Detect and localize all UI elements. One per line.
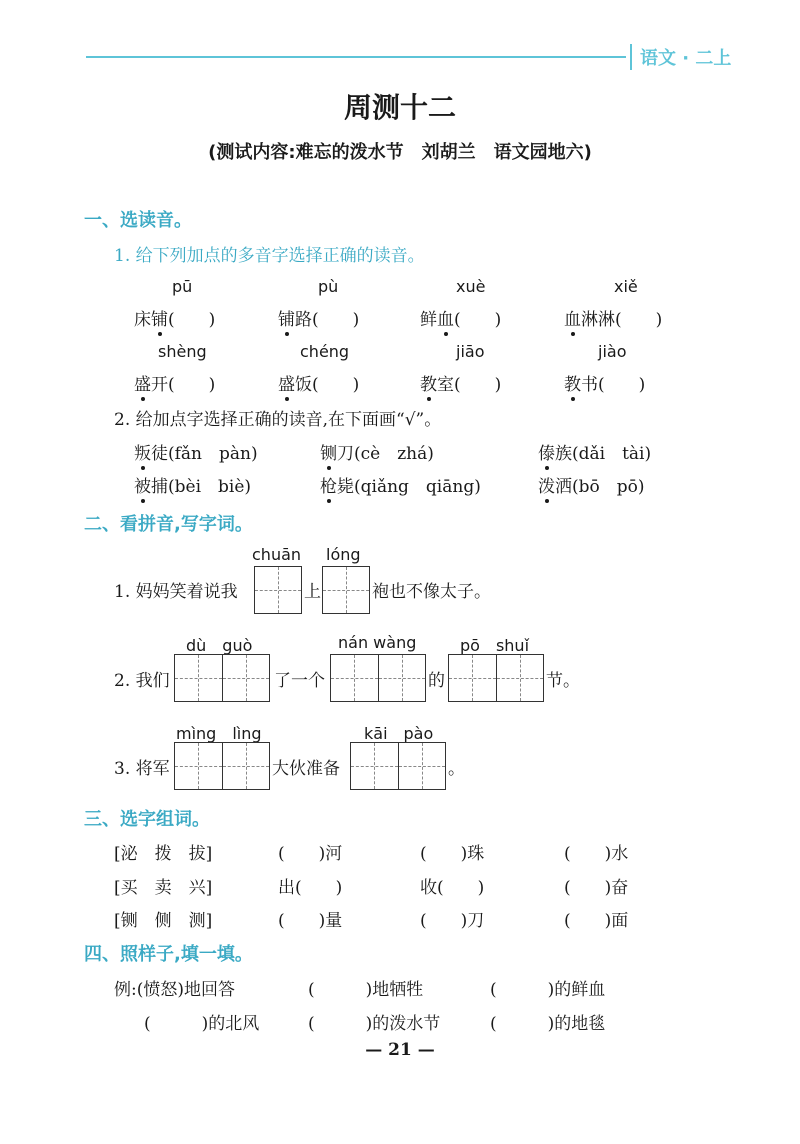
- fill-blank[interactable]: ( )河: [278, 844, 343, 864]
- pinyin: pō shuǐ: [460, 636, 530, 655]
- dotted-char: 血: [437, 305, 454, 330]
- word-item: 被捕(bèi biè): [134, 472, 251, 497]
- pinyin: pù: [318, 277, 339, 296]
- section-3-title: 三、选字组词。: [84, 809, 210, 830]
- page-number: — 21 —: [365, 1040, 435, 1060]
- word-item: 枪毙(qiǎng qiāng): [320, 472, 481, 497]
- dotted-char: 教: [564, 370, 581, 395]
- dotted-char: 教: [420, 370, 437, 395]
- writing-grid[interactable]: [322, 566, 370, 614]
- header-label: 语文 · 二上: [640, 48, 732, 69]
- fill-blank[interactable]: ( )刀: [420, 911, 485, 931]
- sentence-text: 袍也不像太子。: [372, 582, 491, 602]
- sentence-text: 。: [448, 759, 465, 779]
- word-item: 盛开( ): [134, 370, 215, 395]
- question-1-1: 1. 给下列加点的多音字选择正确的读音。: [114, 246, 425, 266]
- dotted-char: 铺: [278, 305, 295, 330]
- char-options: [铡 侧 测]: [114, 911, 213, 931]
- fill-blank[interactable]: ( )的地毯: [490, 1014, 606, 1034]
- page-subtitle: (测试内容:难忘的泼水节 刘胡兰 语文园地六): [208, 142, 592, 163]
- section-4-title: 四、照样子,填一填。: [84, 944, 253, 965]
- fill-blank[interactable]: ( )的鲜血: [490, 980, 606, 1000]
- pinyin: nán wàng: [338, 633, 417, 652]
- word-item: 床铺( ): [134, 305, 215, 330]
- dotted-char: 傣: [538, 439, 555, 464]
- fill-blank[interactable]: ( )面: [564, 911, 629, 931]
- word-item: 盛饭( ): [278, 370, 359, 395]
- sentence-text: 1. 妈妈笑着说我: [114, 582, 238, 602]
- dotted-char: 盛: [278, 370, 295, 395]
- pinyin: dù guò: [186, 636, 253, 655]
- word-item: 教室( ): [420, 370, 501, 395]
- word-item: 泼洒(bō pō): [538, 472, 645, 497]
- pinyin: mìng lìng: [176, 724, 262, 743]
- pinyin: lóng: [326, 545, 361, 564]
- section-1-title: 一、选读音。: [84, 210, 192, 231]
- page-title: 周测十二: [343, 91, 456, 124]
- writing-grid[interactable]: [174, 654, 270, 702]
- pinyin: shèng: [158, 342, 207, 361]
- pinyin: chéng: [300, 342, 350, 361]
- fill-blank[interactable]: ( )地牺牲: [308, 980, 424, 1000]
- fill-blank[interactable]: ( )水: [564, 844, 629, 864]
- section-2-title: 二、看拼音,写字词。: [84, 514, 253, 535]
- writing-grid[interactable]: [174, 742, 270, 790]
- fill-blank[interactable]: 出( ): [278, 878, 343, 898]
- word-item: 鲜血( ): [420, 305, 501, 330]
- char-options: [买 卖 兴]: [114, 878, 213, 898]
- fill-blank[interactable]: 收( ): [420, 878, 485, 898]
- word-item: 血淋淋( ): [564, 305, 662, 330]
- dotted-char: 枪: [320, 472, 337, 497]
- word-item: 叛徒(fǎn pàn): [134, 439, 258, 464]
- example-phrase: 例:(愤怒)地回答: [114, 980, 235, 1000]
- fill-blank[interactable]: ( )奋: [564, 878, 629, 898]
- pinyin: xuè: [456, 277, 486, 296]
- sentence-text: 上: [304, 582, 321, 602]
- pinyin: jiāo: [456, 342, 485, 361]
- pinyin: jiào: [598, 342, 627, 361]
- writing-grid[interactable]: [254, 566, 302, 614]
- writing-grid[interactable]: [448, 654, 544, 702]
- dotted-char: 铡: [320, 439, 337, 464]
- header-divider: [630, 44, 632, 70]
- fill-blank[interactable]: ( )量: [278, 911, 343, 931]
- fill-blank[interactable]: ( )的北风: [144, 1014, 260, 1034]
- sentence-text: 大伙准备: [272, 759, 340, 779]
- word-item: 傣族(dǎi tài): [538, 439, 651, 464]
- sentence-text: 的: [428, 671, 445, 691]
- question-1-2: 2. 给加点字选择正确的读音,在下面画“√”。: [114, 410, 442, 430]
- word-item: 教书( ): [564, 370, 645, 395]
- sentence-text: 了一个: [274, 671, 325, 691]
- pinyin: chuān: [252, 545, 302, 564]
- dotted-char: 叛: [134, 439, 151, 464]
- dotted-char: 血: [564, 305, 581, 330]
- fill-blank[interactable]: ( )的泼水节: [308, 1014, 441, 1034]
- word-item: 铡刀(cè zhá): [320, 439, 434, 464]
- writing-grid[interactable]: [330, 654, 426, 702]
- char-options: [泌 拨 拔]: [114, 844, 213, 864]
- sentence-text: 节。: [546, 671, 580, 691]
- pinyin: xiě: [614, 277, 638, 296]
- dotted-char: 泼: [538, 472, 555, 497]
- writing-grid[interactable]: [350, 742, 446, 790]
- sentence-text: 3. 将军: [114, 759, 170, 779]
- sentence-text: 2. 我们: [114, 671, 170, 691]
- header-rule: [86, 56, 626, 58]
- dotted-char: 盛: [134, 370, 151, 395]
- dotted-char: 铺: [151, 305, 168, 330]
- dotted-char: 被: [134, 472, 151, 497]
- fill-blank[interactable]: ( )珠: [420, 844, 485, 864]
- pinyin: kāi pào: [364, 724, 434, 743]
- word-item: 铺路( ): [278, 305, 359, 330]
- pinyin: pū: [172, 277, 193, 296]
